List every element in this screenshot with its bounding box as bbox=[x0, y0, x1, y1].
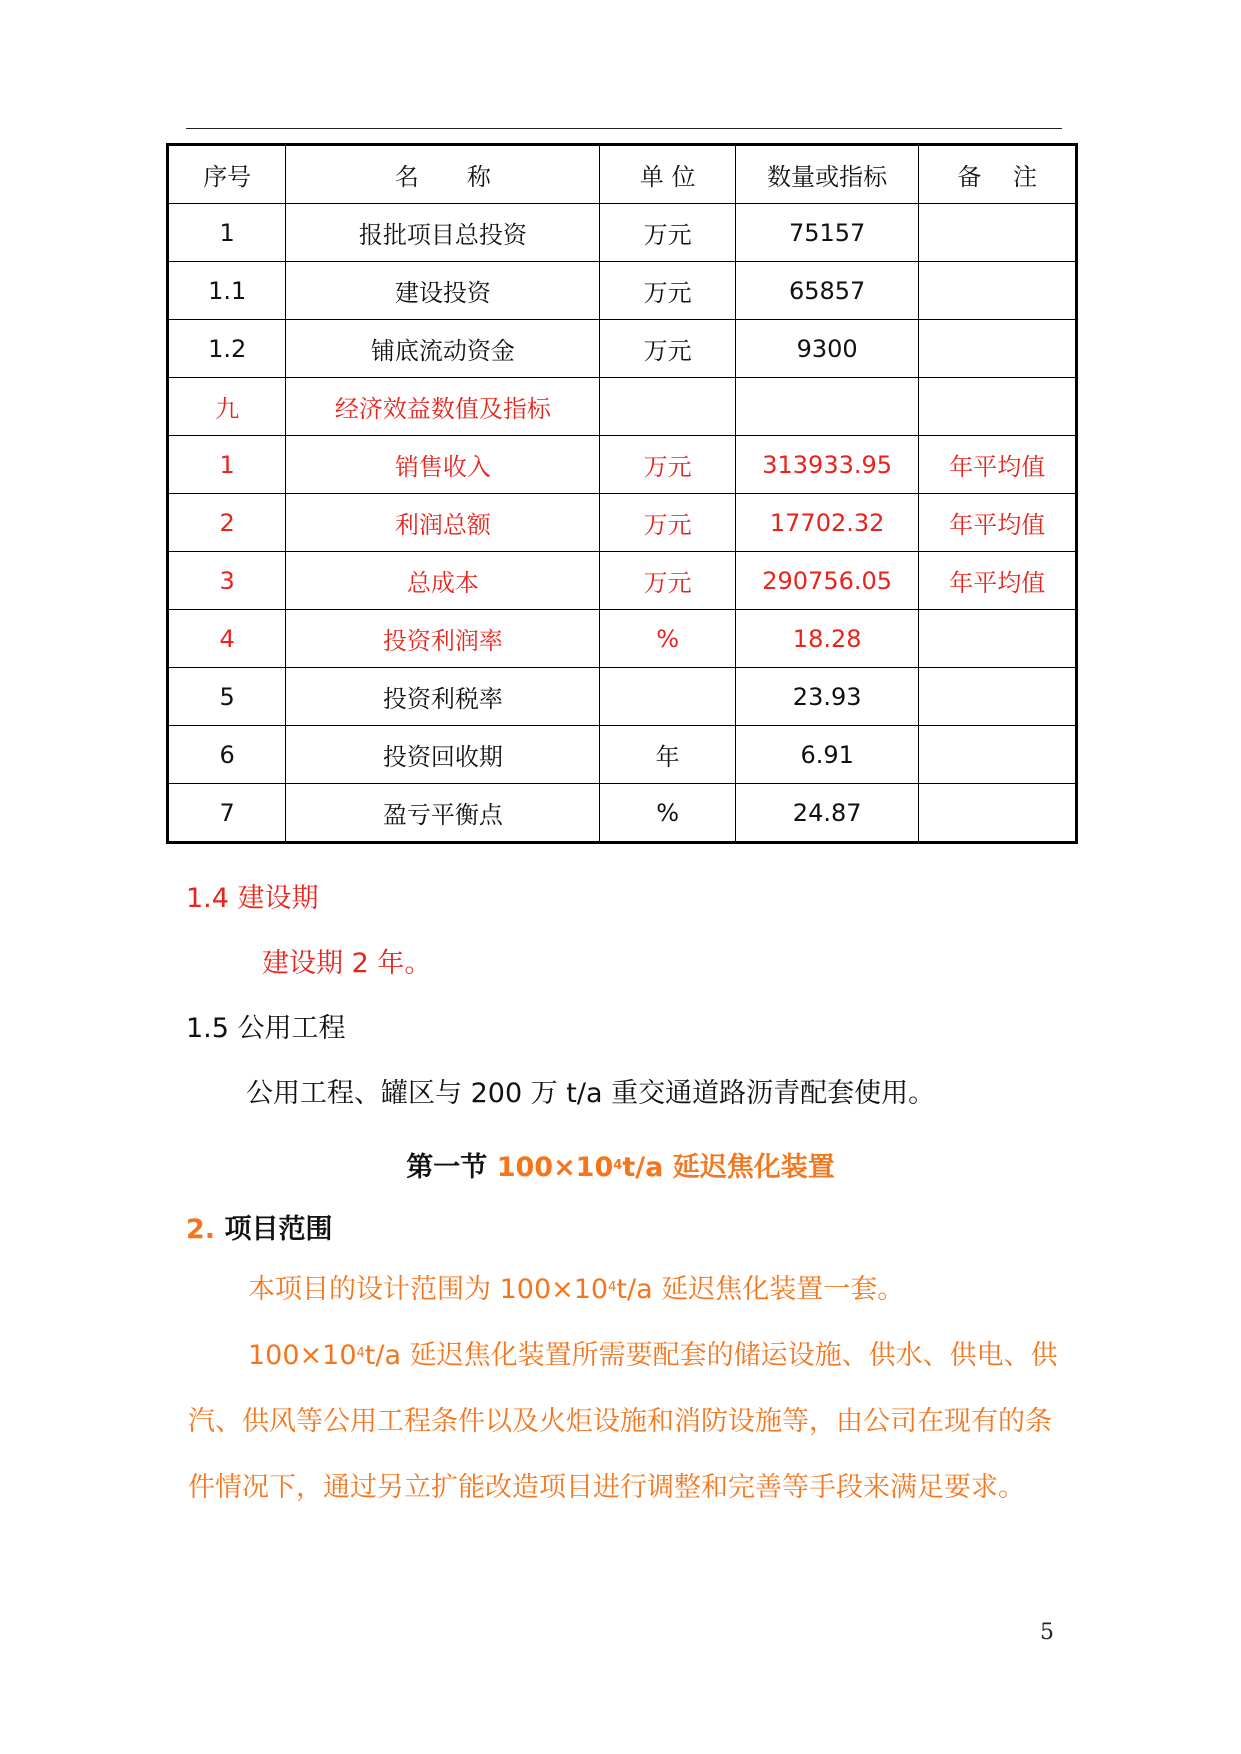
cell-name: 利润总额 bbox=[286, 494, 600, 552]
section-title bbox=[0, 1148, 1241, 1188]
cell-seq: 1 bbox=[168, 204, 286, 262]
cell-name: 盈亏平衡点 bbox=[286, 784, 600, 843]
cell-unit: % bbox=[600, 784, 735, 843]
cell-note bbox=[919, 610, 1077, 668]
cell-note bbox=[919, 726, 1077, 784]
cell-name: 投资利税率 bbox=[286, 668, 600, 726]
section-1-4-body: 建设期 2 年。 bbox=[262, 948, 432, 979]
table-row bbox=[168, 552, 1077, 610]
cell-unit: 万元 bbox=[600, 436, 735, 494]
cell-name: 经济效益数值及指标 bbox=[286, 378, 600, 436]
cell-unit: 年 bbox=[600, 726, 735, 784]
cell-note bbox=[919, 262, 1077, 320]
table-row bbox=[168, 610, 1077, 668]
cell-note bbox=[919, 378, 1077, 436]
header-unit: 单 位 bbox=[600, 145, 735, 204]
cell-value: 17702.32 bbox=[735, 494, 919, 552]
cell-seq: 1.2 bbox=[168, 320, 286, 378]
cell-value: 23.93 bbox=[735, 668, 919, 726]
cell-note: 年平均值 bbox=[919, 494, 1077, 552]
cell-unit: 万元 bbox=[600, 552, 735, 610]
cell-seq: 7 bbox=[168, 784, 286, 843]
section-1-5-heading: 1.5 公用工程 bbox=[186, 1013, 346, 1044]
table-row bbox=[168, 204, 1077, 262]
cell-seq: 5 bbox=[168, 668, 286, 726]
header-rule bbox=[186, 128, 1062, 129]
header-value: 数量或指标 bbox=[735, 145, 919, 204]
cell-note: 年平均值 bbox=[919, 436, 1077, 494]
section-2-heading bbox=[186, 1211, 332, 1249]
cell-name: 投资利润率 bbox=[286, 610, 600, 668]
header-name: 名 称 bbox=[286, 145, 600, 204]
cell-value: 24.87 bbox=[735, 784, 919, 843]
table-row bbox=[168, 494, 1077, 552]
page-number: 5 bbox=[1040, 1620, 1054, 1645]
header-note: 备 注 bbox=[919, 145, 1077, 204]
table-header-row bbox=[168, 145, 1077, 204]
cell-name: 销售收入 bbox=[286, 436, 600, 494]
header-seq: 序号 bbox=[168, 145, 286, 204]
cell-value: 290756.05 bbox=[735, 552, 919, 610]
table-row bbox=[168, 784, 1077, 843]
section-title-prefix: 第一节 bbox=[406, 1152, 497, 1183]
cell-name: 总成本 bbox=[286, 552, 600, 610]
cell-name: 铺底流动资金 bbox=[286, 320, 600, 378]
cell-name: 投资回收期 bbox=[286, 726, 600, 784]
summary-table bbox=[166, 143, 1078, 844]
table-row bbox=[168, 668, 1077, 726]
cell-note: 年平均值 bbox=[919, 552, 1077, 610]
section-1-4-heading: 1.4 建设期 bbox=[186, 883, 319, 914]
cell-unit: 万元 bbox=[600, 204, 735, 262]
cell-unit: 万元 bbox=[600, 262, 735, 320]
cell-seq: 2 bbox=[168, 494, 286, 552]
cell-seq: 3 bbox=[168, 552, 286, 610]
cell-value bbox=[735, 378, 919, 436]
cell-seq: 1 bbox=[168, 436, 286, 494]
paragraph-scope: 本项目的设计范围为 $100\times 10^4t/a$ 延迟焦化装置一套。 bbox=[248, 1274, 905, 1305]
table-row bbox=[168, 436, 1077, 494]
cell-unit bbox=[600, 378, 735, 436]
cell-seq: 1.1 bbox=[168, 262, 286, 320]
section-1-5-body: 公用工程、罐区与 200 万 t/a 重交通道路沥青配套使用。 bbox=[246, 1078, 936, 1109]
cell-unit: 万元 bbox=[600, 494, 735, 552]
paragraph-supporting-facilities: $100\times 10^4t/a$ 延迟焦化装置所需要配套的储运设施、供水、供电、供汽、供风等公用工程条件以及火炬设施和消防设施等，由公司在现有的条件情况下，通过另立扩能改造项目进行调整和完善等手段来满足要求。 bbox=[188, 1340, 1058, 1503]
table-row bbox=[168, 726, 1077, 784]
cell-name: 报批项目总投资 bbox=[286, 204, 600, 262]
cell-note bbox=[919, 204, 1077, 262]
cell-unit: 万元 bbox=[600, 320, 735, 378]
table-row bbox=[168, 378, 1077, 436]
cell-seq: 6 bbox=[168, 726, 286, 784]
cell-value: 75157 bbox=[735, 204, 919, 262]
cell-value: 18.28 bbox=[735, 610, 919, 668]
cell-name: 建设投资 bbox=[286, 262, 600, 320]
cell-value: 313933.95 bbox=[735, 436, 919, 494]
cell-unit: % bbox=[600, 610, 735, 668]
section-2-number: 2. bbox=[186, 1214, 216, 1245]
table-row bbox=[168, 262, 1077, 320]
cell-value: 65857 bbox=[735, 262, 919, 320]
cell-note bbox=[919, 784, 1077, 843]
section-2-title: 项目范围 bbox=[215, 1214, 333, 1245]
cell-seq: 4 bbox=[168, 610, 286, 668]
table-row bbox=[168, 320, 1077, 378]
cell-note bbox=[919, 320, 1077, 378]
cell-value: 6.91 bbox=[735, 726, 919, 784]
cell-unit bbox=[600, 668, 735, 726]
cell-note bbox=[919, 668, 1077, 726]
cell-seq: 九 bbox=[168, 378, 286, 436]
cell-value: 9300 bbox=[735, 320, 919, 378]
section-title-main: $100\times 10^4t/a$ 延迟焦化装置 bbox=[496, 1152, 835, 1183]
